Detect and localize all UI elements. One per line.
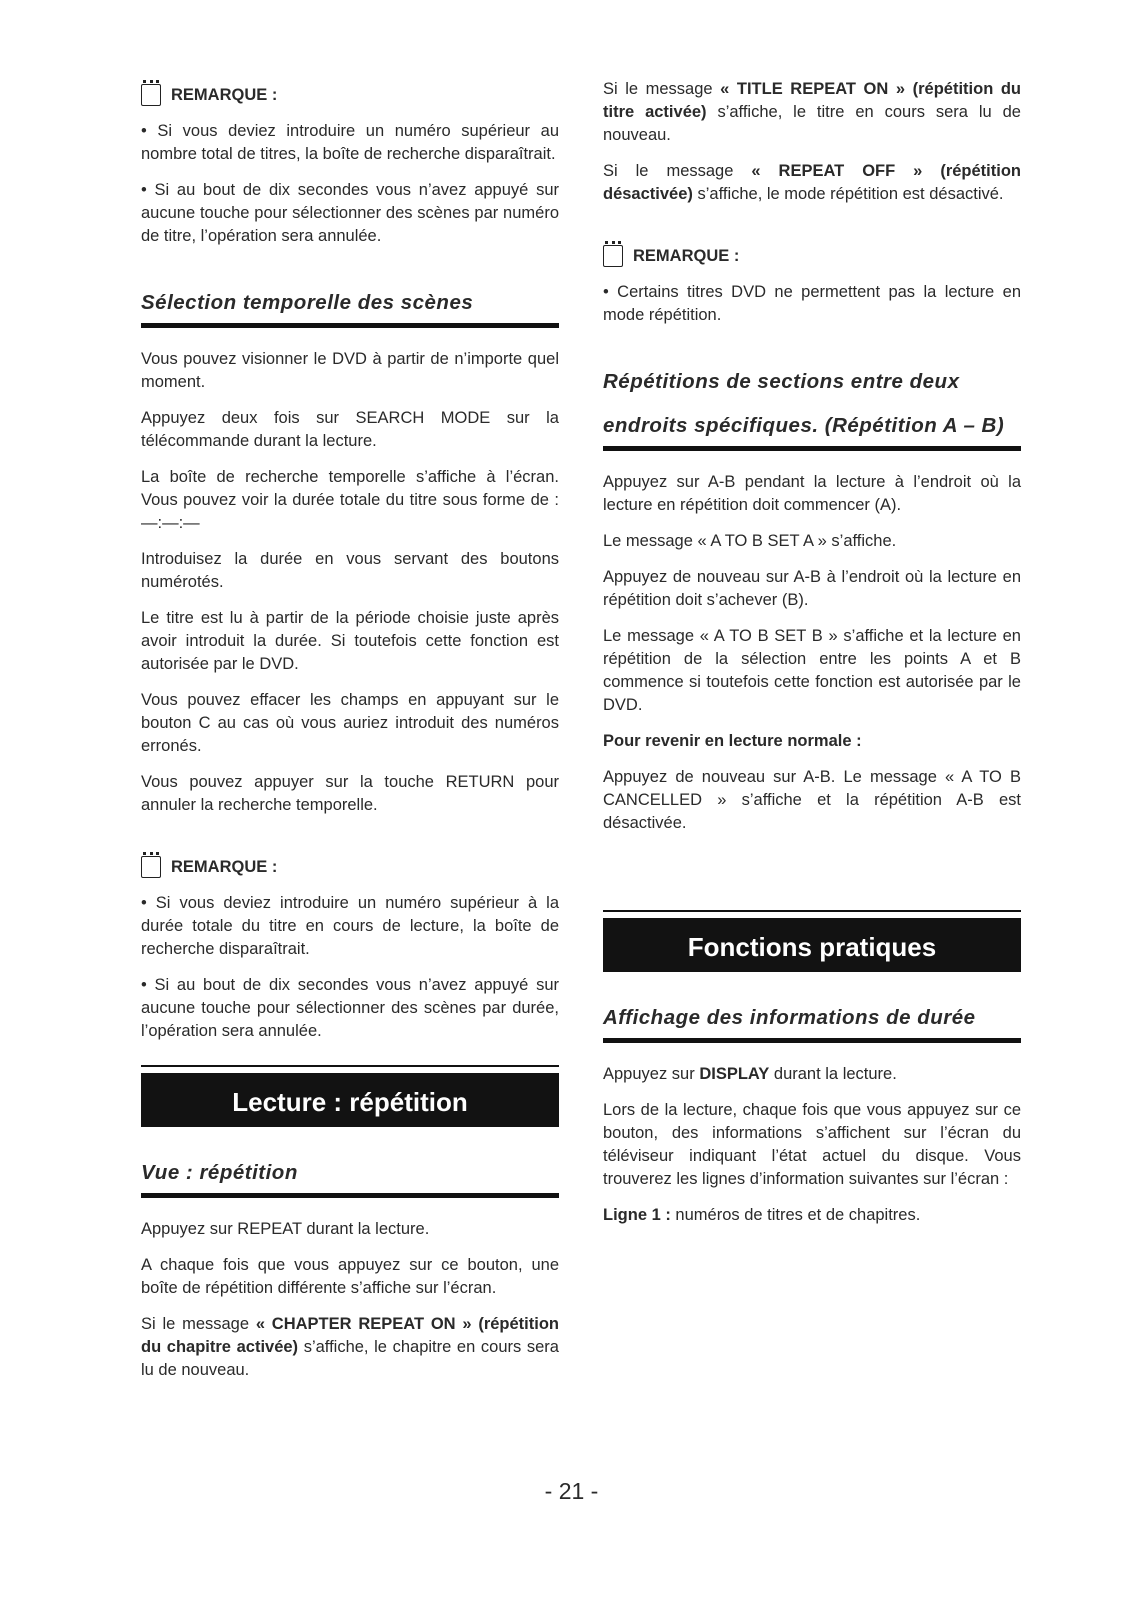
paragraph: Appuyez sur DISPLAY durant la lecture. bbox=[603, 1065, 897, 1083]
note-item: • Si au bout de dix secondes vous n’avez appuyé sur aucune touche pour sélectionner des scènes par durée, l’opération sera annulée. bbox=[141, 976, 559, 1040]
paragraph: Appuyez sur REPEAT durant la lecture. bbox=[141, 1220, 430, 1238]
note-item: • Si au bout de dix secondes vous n’avez appuyé sur aucune touche pour sélectionner des scènes par numéro de titre, l’opération sera annulée. bbox=[141, 181, 559, 245]
paragraph: Lors de la lecture, chaque fois que vous appuyez sur ce bouton, des informations s’affichent sur l’écran du téléviseur indiquant l’état actuel du disque. Vous trouverez les lignes d’information suivantes sur l’écran : bbox=[603, 1101, 1021, 1188]
note-item: • Si vous deviez introduire un numéro supérieur au nombre total de titres, la boîte de recherche disparaîtrait. bbox=[141, 122, 559, 163]
paragraph: Appuyez de nouveau sur A-B. Le message « A TO B CANCELLED » s’affiche et la répétition A-B est désactivée. bbox=[603, 768, 1021, 832]
note-heading bbox=[141, 856, 559, 878]
section-banner-repeat bbox=[141, 1065, 559, 1127]
paragraph: Si le message « TITLE REPEAT ON » (répétition du titre activée) s’affiche, le titre en cours sera lu de nouveau. bbox=[603, 80, 1021, 144]
paragraph: Ligne 1 : numéros de titres et de chapitres. bbox=[603, 1206, 921, 1224]
section-heading-time-search: Sélection temporelle des scènes bbox=[141, 281, 559, 328]
page-number: - 21 - bbox=[544, 1478, 599, 1504]
paragraph: Vous pouvez visionner le DVD à partir de n’importe quel moment. bbox=[141, 350, 559, 391]
paragraph: Le titre est lu à partir de la période choisie juste après avoir introduit la durée. Si toutefois cette fonction est autorisée par le DVD. bbox=[141, 609, 559, 673]
note-label: REMARQUE : bbox=[171, 85, 278, 104]
right-column bbox=[603, 78, 1021, 1240]
paragraph: Vous pouvez appuyer sur la touche RETURN pour annuler la recherche temporelle. bbox=[141, 773, 559, 814]
banner-title: Fonctions pratiques bbox=[603, 918, 1021, 972]
paragraph: Si le message « REPEAT OFF » (répétition désactivée) s’affiche, le mode répétition est désactivé. bbox=[603, 162, 1021, 203]
note-item: • Si vous deviez introduire un numéro supérieur à la durée totale du titre en cours de lecture, la boîte de recherche disparaîtrait. bbox=[141, 894, 559, 958]
paragraph: Le message « A TO B SET B » s’affiche et la lecture en répétition de la sélection entre les points A et B commence si toutefois cette fonction est autorisée par le DVD. bbox=[603, 627, 1021, 714]
notepad-icon bbox=[141, 856, 161, 878]
notepad-icon bbox=[603, 245, 623, 267]
note-label: REMARQUE : bbox=[633, 246, 740, 265]
notepad-icon bbox=[141, 84, 161, 106]
paragraph: Vous pouvez effacer les champs en appuyant sur le bouton C au cas où vous auriez introduit des numéros erronés. bbox=[141, 691, 559, 755]
section-heading-time-display: Affichage des informations de durée bbox=[603, 996, 1021, 1043]
paragraph: La boîte de recherche temporelle s’affiche à l’écran. Vous pouvez voir la durée totale du titre sous forme de : —:—:— bbox=[141, 468, 559, 532]
section-heading-repeat-view: Vue : répétition bbox=[141, 1151, 559, 1198]
paragraph: Appuyez deux fois sur SEARCH MODE sur la télécommande durant la lecture. bbox=[141, 409, 559, 450]
paragraph: Si le message « CHAPTER REPEAT ON » (répétition du chapitre activée) s’affiche, le chapitre en cours sera lu de nouveau. bbox=[141, 1315, 559, 1379]
subheading-normal-playback: Pour revenir en lecture normale : bbox=[603, 732, 862, 750]
banner-title: Lecture : répétition bbox=[141, 1073, 559, 1127]
note-heading bbox=[603, 245, 1021, 267]
paragraph: Le message « A TO B SET A » s’affiche. bbox=[603, 532, 897, 550]
note-item: • Certains titres DVD ne permettent pas la lecture en mode répétition. bbox=[603, 283, 1021, 324]
paragraph: Introduisez la durée en vous servant des boutons numérotés. bbox=[141, 550, 559, 591]
section-banner-practical-functions bbox=[603, 910, 1021, 972]
paragraph: Appuyez de nouveau sur A-B à l’endroit où la lecture en répétition doit s’achever (B). bbox=[603, 568, 1021, 609]
paragraph: Appuyez sur A-B pendant la lecture à l’endroit où la lecture en répétition doit commencer (A). bbox=[603, 473, 1021, 514]
section-heading-ab-repeat: Répétitions de sections entre deux endroits spécifiques. (Répétition A – B) bbox=[603, 360, 1021, 451]
left-column bbox=[141, 78, 559, 1395]
note-heading bbox=[141, 84, 559, 106]
note-label: REMARQUE : bbox=[171, 857, 278, 876]
paragraph: A chaque fois que vous appuyez sur ce bouton, une boîte de répétition différente s’affiche sur l’écran. bbox=[141, 1256, 559, 1297]
